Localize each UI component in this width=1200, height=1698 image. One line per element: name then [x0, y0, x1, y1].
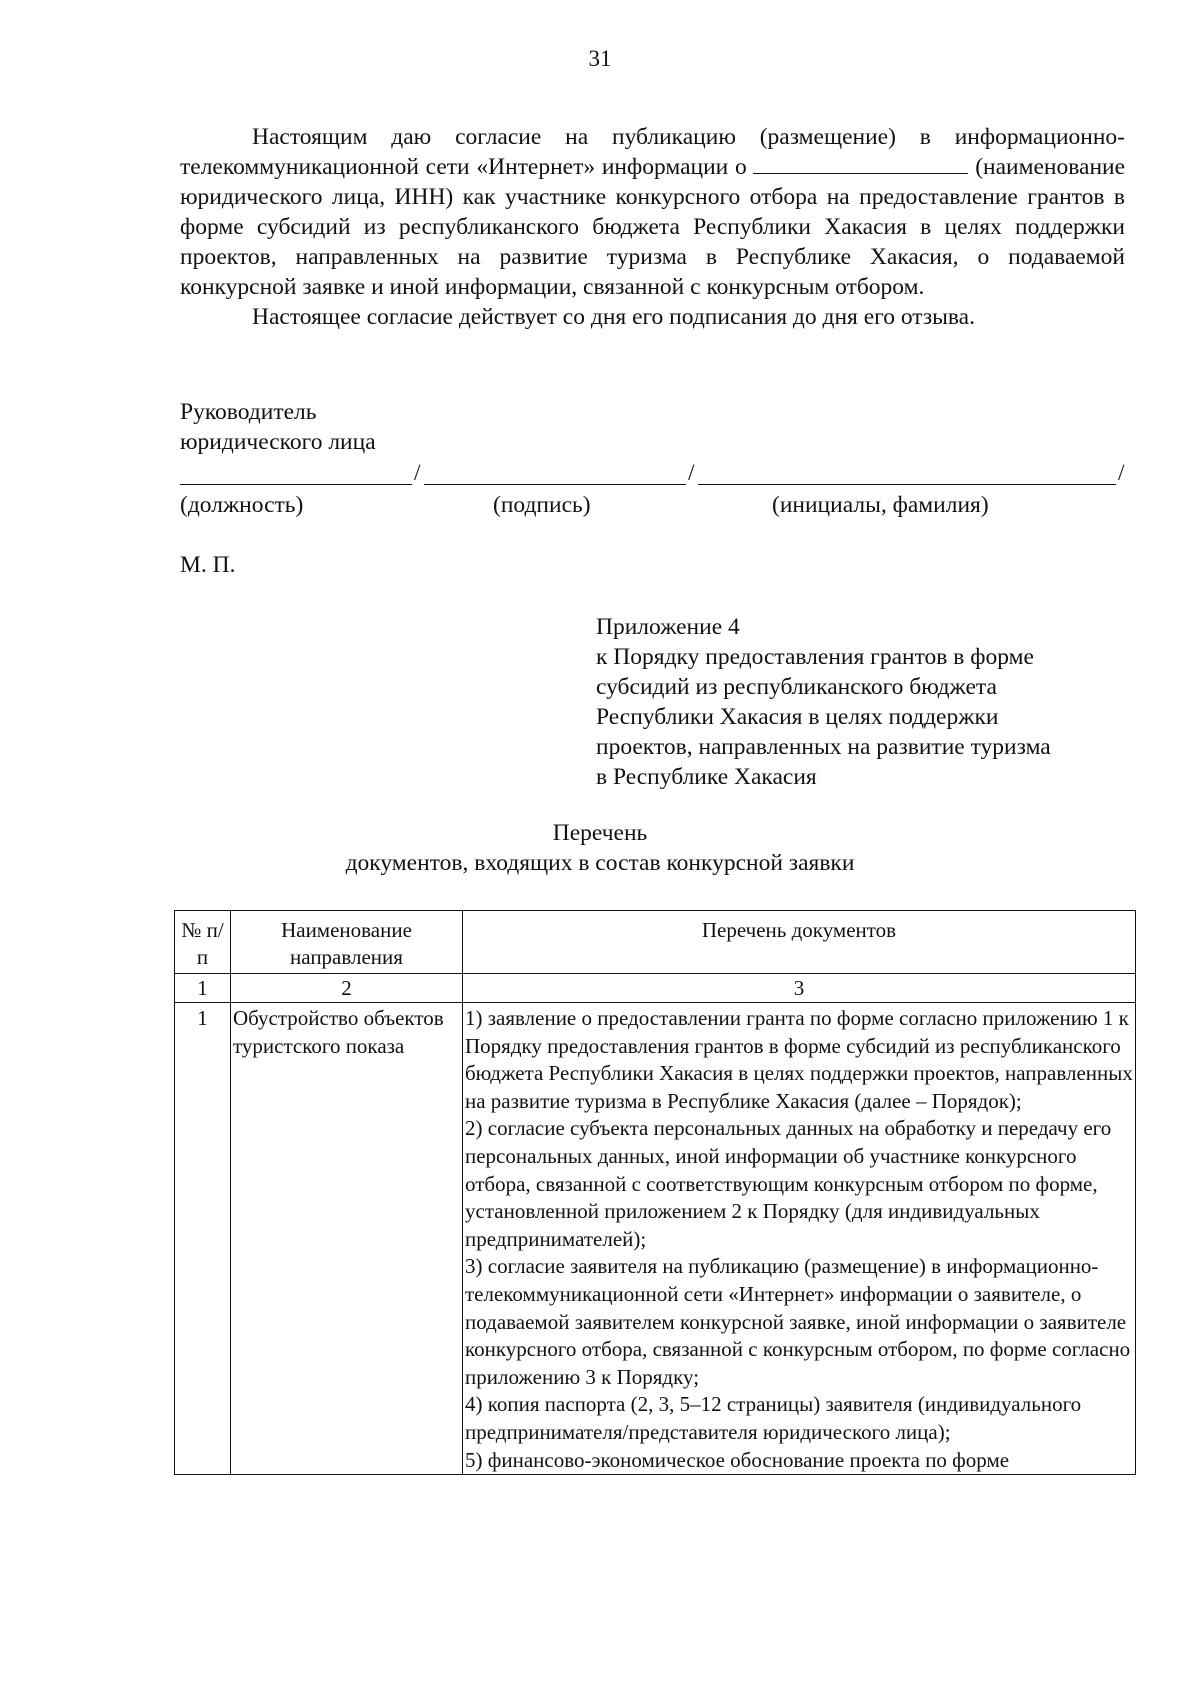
row-direction: Обустройство объектов туристского показа	[231, 1003, 463, 1475]
consent-text	[180, 122, 1125, 332]
column-number: 1	[175, 974, 231, 1003]
role-line-2: юридического лица	[180, 429, 376, 455]
appendix-line: в Республике Хакасия	[596, 764, 817, 790]
caption-signature: (подпись)	[493, 492, 591, 518]
role-line-1: Руководитель	[180, 399, 317, 425]
position-line	[180, 484, 412, 485]
documents-table	[174, 910, 1136, 1475]
appendix-line: Приложение 4	[596, 614, 740, 640]
row-documents	[463, 1003, 1136, 1475]
appendix-header	[596, 612, 1136, 792]
column-number-row	[175, 974, 1136, 1003]
org-name-blank	[753, 155, 968, 174]
appendix-line: проектов, направленных на развитие туризма	[596, 734, 1051, 760]
header-number: № п/п	[175, 911, 231, 974]
name-line	[698, 484, 1116, 485]
column-number: 3	[463, 974, 1136, 1003]
header-documents: Перечень документов	[463, 911, 1136, 974]
column-number: 2	[231, 974, 463, 1003]
row-number: 1	[175, 1003, 231, 1475]
slash-3: /	[1118, 460, 1125, 486]
appendix-line: к Порядку предоставления грантов в форме	[596, 644, 1034, 670]
appendix-line: субсидий из республиканского бюджета	[596, 674, 997, 700]
consent-paragraph-2: Настоящее согласие действует со дня его подписания до дня его отзыва.	[252, 304, 975, 330]
signature-lines	[180, 462, 1125, 488]
document-item: 1) заявление о предоставлении гранта по форме согласно приложению 1 к Порядку предоставления грантов в форме субсидий из республиканского бюджета Республики Хакасия в целях поддержки проектов, направленных на развитие туризма в Республике Хакасия (далее – Порядок);	[465, 1006, 1133, 1113]
signature-line	[424, 484, 686, 485]
table-row	[175, 1003, 1136, 1475]
header-direction: Наименование направления	[231, 911, 463, 974]
slash-2: /	[688, 460, 695, 486]
document-item: 5) финансово-экономическое обоснование проекта по форме	[465, 1447, 1010, 1472]
document-item: 4) копия паспорта (2, 3, 5–12 страницы) заявителя (индивидуального предпринимателя/представителя юридического лица);	[465, 1392, 1082, 1444]
caption-name: (инициалы, фамилия)	[772, 492, 989, 518]
page-number: 31	[588, 46, 612, 71]
list-title: Перечень	[552, 820, 648, 846]
caption-position: (должность)	[180, 492, 304, 518]
slash-1: /	[414, 460, 421, 486]
document-item: 3) согласие заявителя на публикацию (размещение) в информационно-телекоммуникационной сети «Интернет» информации о заявителе, о подаваемой заявителем конкурсной заявке, иной информации о заявителе конкурсного отбора, связанной с конкурсным отбором, по форме согласно приложению 3 к Порядку;	[465, 1254, 1131, 1389]
document-item: 2) согласие субъекта персональных данных на обработку и передачу его персональных данных, иной информации об участнике конкурсного отбора, связанной с соответствующим конкурсным отбором по форме, установленной приложением 2 к Порядку (для индивидуальных предпринимателей);	[465, 1116, 1112, 1251]
list-subtitle: документов, входящих в состав конкурсной заявки	[345, 850, 855, 876]
appendix-line: Республики Хакасия в целях поддержки	[596, 704, 999, 730]
consent-paragraph-1: Настоящим даю согласие на публикацию (размещение) в информационно-телекоммуникационной сети «Интернет» информации о (наименование юридического лица, ИНН) как участнике конкурсного отбора на предоставление грантов в форме субсидий из республиканского бюджета Республики Хакасия в целях поддержки проектов, направленных на развитие туризма в Республике Хакасия, о подаваемой конкурсной заявке и иной информации, связанной с конкурсным отбором.	[180, 124, 1126, 300]
signatory-role	[180, 397, 1125, 457]
stamp-mark: М. П.	[180, 552, 236, 578]
table-header-row	[175, 911, 1136, 974]
